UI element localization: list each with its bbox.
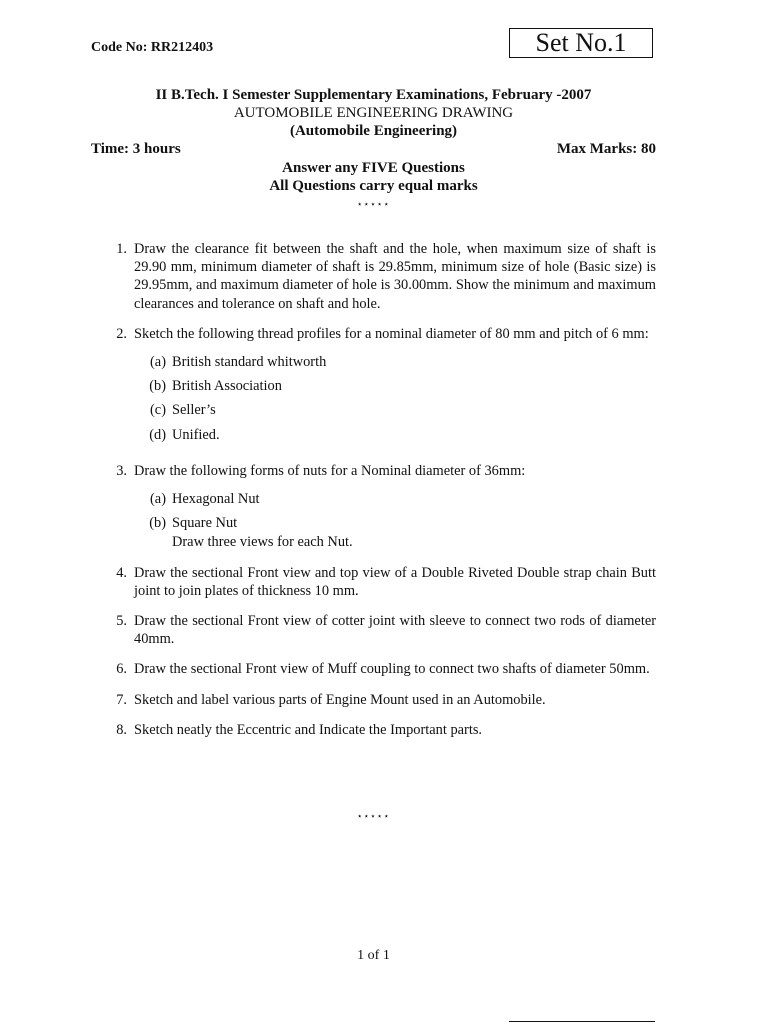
code-number: Code No: RR212403 <box>91 40 214 55</box>
sub-question-label: (a) <box>150 491 166 508</box>
question-item <box>91 240 656 313</box>
question-item <box>91 564 656 600</box>
sub-question <box>134 514 656 532</box>
question-number: 7. <box>116 691 127 708</box>
question-item <box>91 612 656 648</box>
time-marks-row <box>91 141 656 158</box>
sub-question-text: Seller’s <box>172 402 216 419</box>
subject-title: AUTOMOBILE ENGINEERING DRAWING <box>233 105 514 121</box>
sub-question <box>134 401 656 419</box>
max-marks-label: Max Marks: 80 <box>556 141 656 157</box>
question-list <box>91 240 656 751</box>
sub-question-text: Square Nut <box>172 515 238 532</box>
question-item <box>91 660 656 678</box>
question-text: Draw the following forms of nuts for a Nominal diameter of 36mm: <box>134 462 526 479</box>
sub-question-text: British standard whitworth <box>172 354 327 371</box>
branch-name: (Automobile Engineering) <box>289 123 458 139</box>
sub-question <box>134 377 656 395</box>
question-item <box>91 691 656 709</box>
sub-question-text: Unified. <box>172 426 220 443</box>
question-text: Sketch neatly the Eccentric and Indicate the Important parts. <box>134 721 483 738</box>
question-number: 5. <box>116 613 127 630</box>
sub-question-list <box>134 490 656 552</box>
question-item <box>91 325 656 450</box>
question-number: 2. <box>116 325 127 342</box>
question-number: 8. <box>116 721 127 738</box>
set-number-box: Set No.1 <box>509 28 653 58</box>
header-stars: ⋆⋆⋆⋆⋆ <box>356 200 391 210</box>
exam-title: II B.Tech. I Semester Supplementary Examinations, February -2007 <box>155 87 592 103</box>
sub-question-label: (a) <box>150 354 166 371</box>
instruction-answer: Answer any FIVE Questions <box>282 160 465 176</box>
question-text: Draw the sectional Front view of cotter joint with sleeve to connect two rods of diameter 40mm. <box>134 613 656 648</box>
question-number: 6. <box>116 661 127 678</box>
time-label: Time: 3 hours <box>91 141 181 157</box>
question-text: Sketch the following thread profiles for a nominal diameter of 80 mm and pitch of 6 mm: <box>134 325 649 342</box>
question-number: 1. <box>116 241 127 257</box>
question-text: Draw the sectional Front view of Muff coupling to connect two shafts of diameter 50mm. <box>134 661 650 678</box>
sub-question <box>134 353 656 371</box>
bottom-rule-divider <box>509 1021 655 1022</box>
sub-question <box>134 426 656 444</box>
sub-question <box>134 490 656 508</box>
footer-stars: ⋆⋆⋆⋆⋆ <box>356 812 391 822</box>
question-item <box>91 721 656 739</box>
sub-question-label: (b) <box>149 515 166 532</box>
instruction-marks: All Questions carry equal marks <box>269 178 478 194</box>
question-text: Draw the clearance fit between the shaft and the hole, when maximum size of shaft is 29.90 mm, minimum diameter of shaft is 29.85mm, minimum size of hole (Basic size) is 29.95mm, and maximum diameter of hole is 30.00mm. Show the minimum and maximum clearances and tolerance on shaft and hole. <box>134 241 656 312</box>
question-number: 4. <box>116 564 127 581</box>
question-text: Draw the sectional Front view and top view of a Double Riveted Double strap chain Butt joint to join plates of thickness 10 mm. <box>134 564 656 599</box>
sub-question-list <box>134 353 656 444</box>
sub-question-text: Hexagonal Nut <box>172 491 260 508</box>
question-text: Sketch and label various parts of Engine Mount used in an Automobile. <box>134 691 546 708</box>
sub-question-text: British Association <box>172 378 282 395</box>
question-number: 3. <box>116 462 127 479</box>
sub-question-label: (b) <box>149 378 166 395</box>
sub-question-label: (d) <box>149 426 166 443</box>
question-item <box>91 462 656 552</box>
page-number: 1 of 1 <box>357 948 390 963</box>
sub-question-label: (c) <box>150 402 166 419</box>
question-note: Draw three views for each Nut. <box>172 534 353 551</box>
